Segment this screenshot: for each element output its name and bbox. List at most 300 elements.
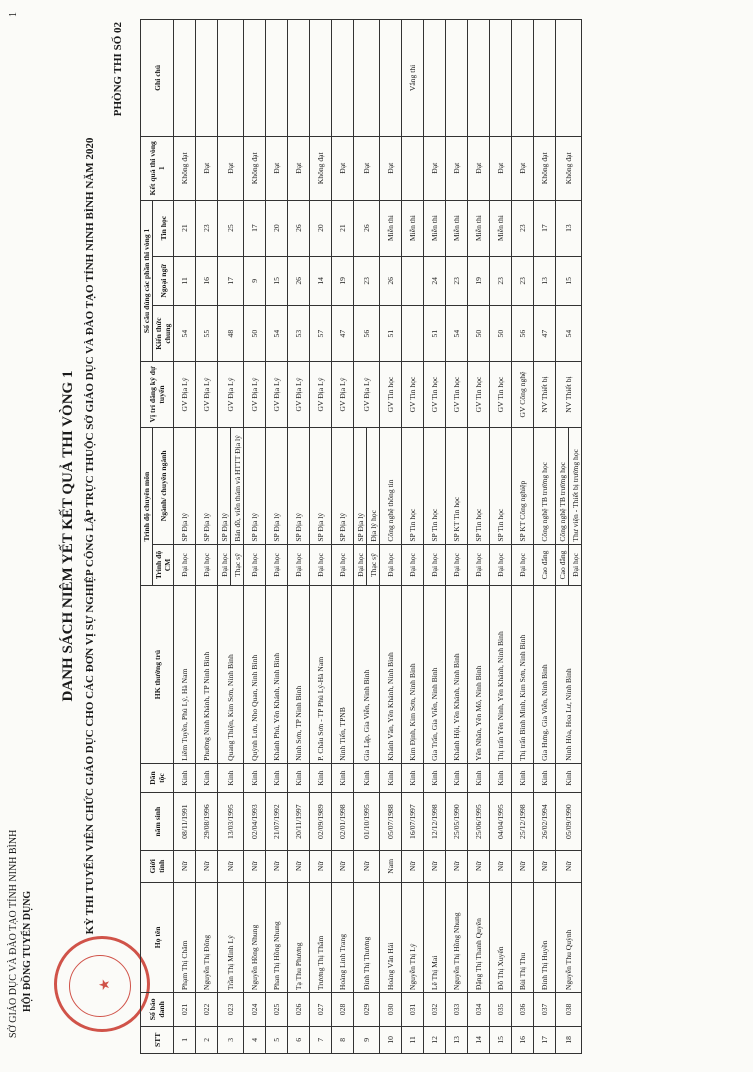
cell-gender: Nữ	[534, 851, 556, 882]
cell-result: Đạt	[266, 136, 288, 200]
cell-foreign: 13	[534, 256, 556, 306]
table-row	[288, 20, 310, 1054]
cell-name: Nguyễn Thu Quỳnh	[556, 882, 582, 993]
cell-name: Trần Thị Minh Lý	[218, 882, 244, 993]
cell-name: Nguyễn Thị Hồng Nhung	[446, 882, 468, 993]
cell-stt: 10	[380, 1026, 402, 1053]
cell-major: SP Địa lý	[354, 427, 367, 544]
cell-note	[446, 20, 468, 137]
cell-position: NV Thiết bị	[556, 362, 582, 428]
cell-ethnic: Kinh	[332, 763, 354, 792]
cell-level: Đại học	[402, 544, 424, 586]
cell-foreign: 11	[174, 256, 196, 306]
cell-it: Miễn thi	[402, 200, 424, 256]
cell-note	[490, 20, 512, 137]
cell-address: Ninh Hòa, Hoa Lư, Ninh Bình	[556, 586, 582, 764]
cell-name: Nguyễn Thị Đông	[196, 882, 218, 993]
cell-stt: 11	[402, 1026, 424, 1053]
cell-level: Đại học	[218, 544, 231, 586]
cell-address: Khánh Hội, Yên Khánh, Ninh Bình	[446, 586, 468, 764]
cell-general: 54	[174, 306, 196, 362]
page-title: DANH SÁCH NIÊM YẾT KẾT QUẢ THI VÒNG 1	[60, 370, 76, 702]
cell-level2: Thạc sỹ	[231, 544, 244, 586]
cell-general: 54	[556, 306, 582, 362]
cell-stt: 15	[490, 1026, 512, 1053]
cell-level: Đại học	[196, 544, 218, 586]
cell-sbd: 023	[218, 993, 244, 1026]
cell-result: Không đạt	[244, 136, 266, 200]
cell-major: SP KT Tin học	[446, 427, 468, 544]
table-row	[468, 20, 490, 1054]
col-dob: năm sinh	[141, 793, 174, 851]
cell-gender: Nữ	[446, 851, 468, 882]
cell-name: Hoàng Linh Trang	[332, 882, 354, 993]
cell-dob: 25/12/1998	[512, 793, 534, 851]
cell-ethnic: Kinh	[534, 763, 556, 792]
col-position: Vị trí đăng ký dự tuyển	[141, 362, 174, 428]
cell-general: 47	[534, 306, 556, 362]
cell-note	[424, 20, 446, 137]
cell-dob: 20/11/1997	[288, 793, 310, 851]
cell-major: SP Địa lý	[332, 427, 354, 544]
cell-it: 23	[512, 200, 534, 256]
cell-name: Tạ Thu Phương	[288, 882, 310, 993]
cell-it: 21	[174, 200, 196, 256]
cell-name: Hoàng Văn Hải	[380, 882, 402, 993]
cell-level: Đại học	[244, 544, 266, 586]
cell-gender: Nữ	[288, 851, 310, 882]
table-row	[174, 20, 196, 1054]
cell-level: Đại học	[446, 544, 468, 586]
cell-general: 56	[354, 306, 380, 362]
cell-major2: Bản đồ, viễn thám và HTTT Địa lý	[231, 427, 244, 544]
cell-stt: 6	[288, 1026, 310, 1053]
cell-ethnic: Kinh	[402, 763, 424, 792]
cell-it: 17	[244, 200, 266, 256]
cell-foreign: 24	[424, 256, 446, 306]
cell-address: Liêm Tuyền, Phủ Lý, Hà Nam	[174, 586, 196, 764]
cell-note	[354, 20, 380, 137]
cell-dob: 04/04/1995	[490, 793, 512, 851]
cell-major: SP Địa lý	[266, 427, 288, 544]
col-name: Họ tên	[141, 882, 174, 993]
cell-major: SP Địa lý	[288, 427, 310, 544]
cell-foreign: 23	[354, 256, 380, 306]
cell-ethnic: Kinh	[490, 763, 512, 792]
cell-position: GV Địa Lý	[196, 362, 218, 428]
cell-position: GV Địa Lý	[332, 362, 354, 428]
cell-gender: Nữ	[490, 851, 512, 882]
cell-address: Khánh Phú, Yên Khánh, Ninh Bình	[266, 586, 288, 764]
cell-address: Thị trấn Yên Ninh, Yên Khánh, Ninh Bình	[490, 586, 512, 764]
cell-sbd: 030	[380, 993, 402, 1026]
table-row	[266, 20, 288, 1054]
cell-stt: 12	[424, 1026, 446, 1053]
cell-general: 56	[512, 306, 534, 362]
col-scores-group: Số câu đúng các phần thi vòng 1	[141, 200, 153, 361]
col-stt: STT	[141, 1026, 174, 1053]
cell-level: Đại học	[288, 544, 310, 586]
cell-dob: 29/08/1996	[196, 793, 218, 851]
room-label: PHÒNG THI SỐ 02	[112, 22, 124, 117]
cell-gender: Nữ	[354, 851, 380, 882]
col-sbd: Số báo danh	[141, 993, 174, 1026]
cell-sbd: 037	[534, 993, 556, 1026]
cell-result: Đạt	[380, 136, 402, 200]
cell-address: Gia Lập, Gia Viễn, Ninh Bình	[354, 586, 380, 764]
col-foreign: Ngoại ngữ	[153, 256, 174, 306]
cell-general: 51	[424, 306, 446, 362]
cell-level: Đại học	[354, 544, 367, 586]
table-row	[424, 20, 446, 1054]
cell-sbd: 032	[424, 993, 446, 1026]
cell-level: Đại học	[490, 544, 512, 586]
col-note: Ghi chú	[141, 20, 174, 137]
cell-result: Không đạt	[556, 136, 582, 200]
cell-ethnic: Kinh	[424, 763, 446, 792]
cell-name: Nguyễn Hồng Nhung	[244, 882, 266, 993]
cell-dob: 16/07/1997	[402, 793, 424, 851]
cell-address: Thị trấn Bình Minh, Kim Sơn, Ninh Bình	[512, 586, 534, 764]
cell-foreign: 9	[244, 256, 266, 306]
cell-result: Đạt	[332, 136, 354, 200]
cell-sbd: 022	[196, 993, 218, 1026]
cell-sbd: 038	[556, 993, 582, 1026]
council-name: HỘI ĐỒNG TUYỂN DỤNG	[22, 890, 33, 1012]
table-row	[196, 20, 218, 1054]
cell-address: Khánh Vân, Yên Khánh, Ninh Bình	[380, 586, 402, 764]
table-row	[244, 20, 266, 1054]
cell-ethnic: Kinh	[556, 763, 582, 792]
cell-level: Đại học	[512, 544, 534, 586]
cell-ethnic: Kinh	[380, 763, 402, 792]
cell-level: Đại học	[310, 544, 332, 586]
col-general: Kiến thức chung	[153, 306, 174, 362]
cell-dob: 25/05/1990	[446, 793, 468, 851]
cell-address: Quang Thiện, Kim Sơn, Ninh Bình	[218, 586, 244, 764]
cell-stt: 4	[244, 1026, 266, 1053]
cell-position: GV Tin học	[402, 362, 424, 428]
cell-name: Đinh Thị Thương	[354, 882, 380, 993]
cell-major: SP Tin học	[424, 427, 446, 544]
cell-it: 21	[332, 200, 354, 256]
cell-foreign: 19	[332, 256, 354, 306]
cell-gender: Nữ	[468, 851, 490, 882]
table-row	[512, 20, 534, 1054]
cell-it: 13	[556, 200, 582, 256]
cell-sbd: 024	[244, 993, 266, 1026]
cell-dob: 02/04/1993	[244, 793, 266, 851]
cell-address: Ninh Sơn, TP Ninh Bình	[288, 586, 310, 764]
cell-general: 50	[468, 306, 490, 362]
cell-gender: Nữ	[174, 851, 196, 882]
cell-gender: Nữ	[402, 851, 424, 882]
cell-sbd: 036	[512, 993, 534, 1026]
cell-result: Đạt	[218, 136, 244, 200]
table-row	[332, 20, 354, 1054]
table-row	[380, 20, 402, 1054]
cell-name: Phạm Thị Châm	[174, 882, 196, 993]
cell-note	[468, 20, 490, 137]
cell-dob: 21/07/1992	[266, 793, 288, 851]
cell-it: 25	[218, 200, 244, 256]
cell-general: 57	[310, 306, 332, 362]
cell-name: Bùi Thị Thu	[512, 882, 534, 993]
cell-ethnic: Kinh	[218, 763, 244, 792]
cell-result: Không đạt	[534, 136, 556, 200]
cell-result: Đạt	[354, 136, 380, 200]
cell-it: 26	[354, 200, 380, 256]
cell-note	[218, 20, 244, 137]
cell-it: Miễn thi	[424, 200, 446, 256]
cell-major: SP Địa lý	[244, 427, 266, 544]
cell-general: 48	[218, 306, 244, 362]
cell-major2: Thư viện - Thiết bị trường học	[569, 427, 582, 544]
cell-foreign	[402, 256, 424, 306]
cell-foreign: 17	[218, 256, 244, 306]
col-gender: Giới tính	[141, 851, 174, 882]
cell-ethnic: Kinh	[354, 763, 380, 792]
cell-position: GV Địa Lý	[266, 362, 288, 428]
cell-general: 54	[266, 306, 288, 362]
cell-level: Đại học	[468, 544, 490, 586]
cell-result: Đạt	[196, 136, 218, 200]
cell-sbd: 035	[490, 993, 512, 1026]
col-address: HK thường trú	[141, 586, 174, 764]
cell-it: Miễn thi	[468, 200, 490, 256]
cell-result: Không đạt	[310, 136, 332, 200]
cell-gender: Nữ	[512, 851, 534, 882]
table-row	[446, 20, 468, 1054]
cell-foreign: 16	[196, 256, 218, 306]
cell-result: Đạt	[468, 136, 490, 200]
cell-note	[534, 20, 556, 137]
cell-stt: 5	[266, 1026, 288, 1053]
cell-sbd: 027	[310, 993, 332, 1026]
cell-gender: Nam	[380, 851, 402, 882]
cell-foreign: 15	[266, 256, 288, 306]
cell-note	[244, 20, 266, 137]
cell-position: GV Tin học	[446, 362, 468, 428]
table-row	[354, 20, 367, 1054]
cell-major: SP Tin học	[402, 427, 424, 544]
cell-gender: Nữ	[556, 851, 582, 882]
cell-name: Đặng Thị Thanh Quyên	[468, 882, 490, 993]
cell-level: Đại học	[174, 544, 196, 586]
cell-it: 17	[534, 200, 556, 256]
cell-result	[402, 136, 424, 200]
cell-it: Miễn thi	[446, 200, 468, 256]
cell-dob: 13/03/1995	[218, 793, 244, 851]
cell-position: GV Địa Lý	[174, 362, 196, 428]
table-row	[534, 20, 556, 1054]
cell-note	[332, 20, 354, 137]
cell-stt: 8	[332, 1026, 354, 1053]
cell-general: 47	[332, 306, 354, 362]
cell-position: GV Tin học	[468, 362, 490, 428]
cell-name: Đinh Thị Huyền	[534, 882, 556, 993]
cell-sbd: 025	[266, 993, 288, 1026]
cell-dob: 02/09/1989	[310, 793, 332, 851]
cell-general: 53	[288, 306, 310, 362]
cell-note	[556, 20, 582, 137]
cell-position: GV Tin học	[380, 362, 402, 428]
table-row	[310, 20, 332, 1054]
cell-result: Đạt	[490, 136, 512, 200]
cell-address: Gia Trấn, Gia Viễn, Ninh Bình	[424, 586, 446, 764]
cell-level: Đại học	[424, 544, 446, 586]
cell-gender: Nữ	[266, 851, 288, 882]
cell-ethnic: Kinh	[266, 763, 288, 792]
cell-name: Trương Thị Thắm	[310, 882, 332, 993]
cell-result: Không đạt	[174, 136, 196, 200]
table-row	[556, 20, 569, 1054]
cell-major: SP Tin học	[468, 427, 490, 544]
cell-result: Đạt	[512, 136, 534, 200]
cell-foreign: 15	[556, 256, 582, 306]
cell-general: 50	[244, 306, 266, 362]
cell-major: Công nghệ TB trường học	[556, 427, 569, 544]
cell-note	[196, 20, 218, 137]
cell-note	[174, 20, 196, 137]
cell-address: Yên Nhân, Yên Mô, Ninh Bình	[468, 586, 490, 764]
table-row	[490, 20, 512, 1054]
cell-stt: 13	[446, 1026, 468, 1053]
cell-dob: 02/01/1998	[332, 793, 354, 851]
cell-stt: 18	[556, 1026, 582, 1053]
cell-foreign: 26	[380, 256, 402, 306]
cell-name: Nguyễn Thị Lý	[402, 882, 424, 993]
cell-position: GV Tin học	[424, 362, 446, 428]
cell-level: Cao đẳng	[534, 544, 556, 586]
cell-ethnic: Kinh	[446, 763, 468, 792]
col-it: Tin học	[153, 200, 174, 256]
cell-stt: 17	[534, 1026, 556, 1053]
cell-result: Đạt	[446, 136, 468, 200]
cell-position: GV Địa Lý	[218, 362, 244, 428]
department-name: SỞ GIÁO DỤC VÀ ĐÀO TẠO TỈNH NINH BÌNH	[8, 829, 19, 1038]
cell-it: 26	[288, 200, 310, 256]
cell-major2: Địa lý học	[367, 427, 380, 544]
cell-sbd: 034	[468, 993, 490, 1026]
cell-it: 20	[310, 200, 332, 256]
cell-major: SP Địa lý	[310, 427, 332, 544]
cell-address: Quỳnh Lưu, Nho Quan, Ninh Bình	[244, 586, 266, 764]
col-ethnic: Dân tộc	[141, 763, 174, 792]
cell-stt: 2	[196, 1026, 218, 1053]
table-row	[218, 20, 231, 1054]
cell-position: GV Địa Lý	[354, 362, 380, 428]
table-row	[402, 20, 424, 1054]
cell-level: Đại học	[266, 544, 288, 586]
cell-general: 54	[446, 306, 468, 362]
cell-ethnic: Kinh	[310, 763, 332, 792]
results-table	[140, 19, 582, 1054]
cell-level2: Thạc sỹ	[367, 544, 380, 586]
cell-level: Đại học	[380, 544, 402, 586]
cell-note	[288, 20, 310, 137]
cell-sbd: 026	[288, 993, 310, 1026]
cell-note	[310, 20, 332, 137]
cell-general	[402, 306, 424, 362]
cell-stt: 3	[218, 1026, 244, 1053]
page-number: 1	[8, 12, 19, 17]
cell-dob: 12/12/1998	[424, 793, 446, 851]
cell-position: GV Địa Lý	[244, 362, 266, 428]
cell-level2: Đại học	[569, 544, 582, 586]
col-level: Trình độ CM	[153, 544, 174, 586]
cell-note	[380, 20, 402, 137]
cell-foreign: 19	[468, 256, 490, 306]
cell-address: Gia Hưng, Gia Viễn, Ninh Bình	[534, 586, 556, 764]
cell-ethnic: Kinh	[244, 763, 266, 792]
cell-result: Đạt	[288, 136, 310, 200]
cell-dob: 05/07/1988	[380, 793, 402, 851]
cell-foreign: 23	[490, 256, 512, 306]
cell-major: SP KT Công nghiệp	[512, 427, 534, 544]
cell-major: SP Địa lý	[196, 427, 218, 544]
cell-gender: Nữ	[244, 851, 266, 882]
cell-sbd: 028	[332, 993, 354, 1026]
cell-gender: Nữ	[196, 851, 218, 882]
cell-dob: 26/02/1994	[534, 793, 556, 851]
cell-ethnic: Kinh	[196, 763, 218, 792]
cell-position: NV Thiết bị	[534, 362, 556, 428]
cell-note: Vắng thi	[402, 20, 424, 137]
cell-general: 51	[380, 306, 402, 362]
cell-position: GV Công nghệ	[512, 362, 534, 428]
cell-major: Công nghệ TB trường học	[534, 427, 556, 544]
cell-position: GV Địa Lý	[288, 362, 310, 428]
cell-ethnic: Kinh	[288, 763, 310, 792]
cell-gender: Nữ	[332, 851, 354, 882]
col-major: Ngành/ chuyên ngành	[153, 427, 174, 544]
cell-gender: Nữ	[218, 851, 244, 882]
cell-address: Phường Ninh Khánh, TP Ninh Bình	[196, 586, 218, 764]
cell-sbd: 033	[446, 993, 468, 1026]
cell-result: Đạt	[424, 136, 446, 200]
col-edu-group: Trình độ chuyên môn	[141, 427, 153, 585]
cell-dob: 08/11/1991	[174, 793, 196, 851]
cell-sbd: 021	[174, 993, 196, 1026]
cell-foreign: 23	[446, 256, 468, 306]
cell-stt: 9	[354, 1026, 380, 1053]
cell-gender: Nữ	[424, 851, 446, 882]
cell-note	[512, 20, 534, 137]
cell-note	[266, 20, 288, 137]
cell-name: Phan Thị Hồng Nhung	[266, 882, 288, 993]
cell-major: SP Địa lý	[218, 427, 231, 544]
cell-position: GV Địa Lý	[310, 362, 332, 428]
cell-it: 20	[266, 200, 288, 256]
cell-major: SP Địa lý	[174, 427, 196, 544]
cell-gender: Nữ	[310, 851, 332, 882]
cell-position: GV Tin học	[490, 362, 512, 428]
cell-name: Đỗ Thị Xuyến	[490, 882, 512, 993]
cell-it: Miễn thi	[380, 200, 402, 256]
page-subtitle: KỲ THI TUYỂN VIÊN CHỨC GIÁO DỤC CHO CÁC ĐƠN VỊ SỰ NGHIỆP CÔNG LẬP TRỰC THUỘC SỞ GIÁO DỤC VÀ ĐÀO TẠO TỈNH NINH BÌNH NĂM 2020	[84, 137, 96, 935]
cell-it: Miễn thi	[490, 200, 512, 256]
cell-general: 50	[490, 306, 512, 362]
cell-sbd: 029	[354, 993, 380, 1026]
cell-dob: 01/10/1995	[354, 793, 380, 851]
cell-foreign: 26	[288, 256, 310, 306]
cell-major: SP Tin học	[490, 427, 512, 544]
cell-stt: 14	[468, 1026, 490, 1053]
cell-ethnic: Kinh	[512, 763, 534, 792]
cell-address: Kim Định, Kim Sơn, Ninh Bình	[402, 586, 424, 764]
cell-stt: 7	[310, 1026, 332, 1053]
